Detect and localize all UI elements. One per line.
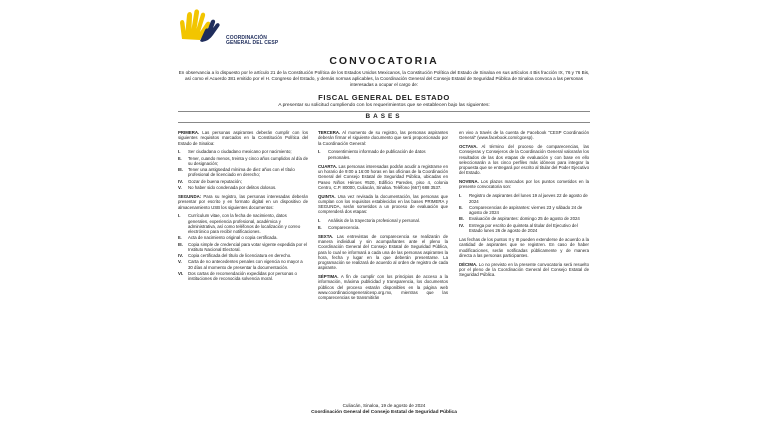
- list-item: [178, 167, 308, 178]
- place-date: Culiacán, Sinaloa, 19 de agosto de 2024: [342, 403, 426, 408]
- list-item-number: I.: [178, 213, 181, 219]
- base-septima: [318, 274, 448, 300]
- list-item-number: II.: [178, 235, 182, 241]
- list-item: [178, 235, 308, 240]
- base-text: Una vez revisada la documentación, las personas que cumplan con los requisitos establecidos en las bases PRIMERA y SEGUNDA, serán sometidos a un proceso de evaluación que comprenderá dos etapas:: [318, 193, 448, 215]
- base-label: SEGUNDA:: [178, 194, 202, 200]
- list-item-text: Acta de nacimiento original o copia certificada.: [188, 235, 278, 241]
- base-label: PRIMERA.: [178, 130, 200, 135]
- base-septima-continued: en vivo a través de la cuenta de Facebook "CESP Coordinación General" (www.facebook.com/cgcesp).: [459, 130, 589, 141]
- intro-paragraph: En observancia a lo dispuesto por le artículo 21 de la Constitución Política de los Estados Unidos Mexicanos, la Constitución Política del Estado de Sinaloa en sus artículos 4 Bis fracción IX, 76 y 76 Bis, así como el Acuerdo 381 emitido por el H. Congreso del Estado, y demás normas aplicables, la Coordinación General del Consejo Estatal de Seguridad Pública de Sinaloa convoca a las personas interesadas a ocupar el cargo de:: [178, 70, 590, 87]
- list-item: [178, 271, 308, 282]
- base-text: Las personas aspirantes deberán cumplir con los siguientes requisitos marcados en la Constitución Política del Estado de Sinaloa:: [178, 130, 308, 146]
- list-item: [178, 253, 308, 258]
- list-item-text: Evaluación de aspirantes: domingo 25 de agosto de 2024: [469, 216, 580, 222]
- list-item-number: I.: [318, 149, 321, 155]
- list-item-number: II.: [178, 155, 182, 161]
- column-3: [459, 130, 589, 281]
- base-octava: [459, 144, 589, 176]
- base-label: SEXTA.: [318, 233, 334, 239]
- column-1: [178, 130, 308, 285]
- list-item-text: Dos cartas de recomendación expedidas por personas o instituciones de reconocida solvencia moral.: [188, 270, 297, 282]
- bases-heading: BASES: [178, 111, 590, 123]
- base-label: CUARTA.: [318, 163, 338, 169]
- list-item: [178, 185, 308, 190]
- org-name-line1: COORDINACIÓN: [226, 35, 267, 41]
- org-name-line2: GENERAL DEL CESP: [226, 40, 279, 47]
- base-text: Las personas interesadas podrán acudir a registrarse en un horario de 9:00 a 16:00 horas en las oficinas de la Coordinación General del Consejo Estatal de Seguridad Pública, ubicadas en Paseo Niños Héroes #520, Edificio Paredes, piso 4, colonia Centro, C.P. 80000, Culiacán, Sinaloa. Teléfono (667) 688 3537.: [318, 163, 448, 190]
- list-item-number: III.: [178, 167, 183, 173]
- base-text: A fin de cumplir con los principios de acceso a la información, máxima publicidad y transparencia, los documentos públicos del proceso estarán disponibles en la página web www.coordinaciongeneralcesp.org.mx, mientras que las comparecencias se transmitirán: [318, 274, 448, 301]
- document-title: CONVOCATORIA: [329, 55, 439, 67]
- list-item-text: No haber sido condenada por delitos dolosos.: [188, 184, 277, 190]
- list-item: [459, 223, 589, 234]
- list-item-number: II.: [318, 224, 322, 230]
- list-item: [318, 225, 448, 230]
- column-2: [318, 130, 448, 304]
- list-item: [318, 149, 448, 160]
- base-text: Para su registro, las personas interesadas deberán presentar por escrito y en formato digital en un dispositivo de almacenamiento USB los siguientes documentos:: [178, 194, 308, 210]
- base-text: Lo no previsto en la presente convocatoria será resuelto por el pleno de la Coordinación General del Consejo Estatal de Seguridad Pública.: [459, 261, 589, 278]
- base-cuarta: [318, 164, 448, 190]
- base-label: SÉPTIMA.: [318, 274, 339, 280]
- list-item: [178, 149, 308, 154]
- list-item: [459, 193, 589, 204]
- list-item-text: Consentimiento informado de publicación de datos personales.: [328, 149, 426, 160]
- base-tercera: [318, 130, 448, 146]
- list-item-text: Análisis de la trayectoria profesional y personal.: [328, 218, 420, 224]
- list-item: [178, 242, 308, 253]
- org-name: [226, 36, 278, 47]
- base-text: Al momento de su registro, las personas aspirantes deberán firmar el siguiente documento que será proporcionado por la Coordinación General:: [318, 130, 448, 146]
- list-item: [459, 205, 589, 216]
- list-item-number: III.: [459, 216, 464, 222]
- list-item-number: II.: [459, 204, 463, 210]
- list-item-text: Comparecencia.: [328, 224, 360, 230]
- dates-note: Las fechas de los puntos II y III pueden extenderse de acuerdo a la cantidad de aspirantes que se registren. En caso de haber modificaciones, serán notificadas públicamente y de manera directa a las personas participantes.: [459, 237, 589, 258]
- list-item-number: I.: [178, 149, 181, 155]
- list-item-text: Copia certificada del título de licenciatura en derecho.: [188, 253, 292, 259]
- base-segunda: [178, 194, 308, 210]
- list-item: [459, 216, 589, 221]
- list-item-number: IV.: [459, 222, 464, 228]
- base-label: TERCERA.: [318, 130, 341, 135]
- list-item-number: IV.: [178, 253, 183, 259]
- list-item-number: V.: [178, 259, 182, 265]
- list-item-number: VI.: [178, 270, 184, 276]
- base-text: Las entrevistas de comparecencia se realizarán de manera individual y sin acompañantes ante el pleno la Coordinación General del Consejo Estatal de Seguridad Pública, para lo cual se informará a cada una de las personas aspirantes la hora, fecha y lugar en la que deberán presentarse. La programación se realizará de acuerdo al orden de registro de cada aspirante.: [318, 233, 448, 271]
- list-item-text: Comparecencias de aspirantes: viernes 23 y sábado 24 de agosto de 2024: [469, 204, 583, 216]
- list-item-number: III.: [178, 241, 183, 247]
- list-item: [178, 156, 308, 167]
- base-label: NOVENA.: [459, 179, 479, 185]
- list-item: [318, 218, 448, 223]
- subtitle: A presentar su solicitud cumpliendo con los requerimientos que se establecen bajo las siguientes:: [278, 103, 490, 108]
- list-item-text: Tener una antigüedad mínima de diez años con el título profesional de licenciado en derecho;: [188, 167, 295, 178]
- list-item-number: IV.: [178, 178, 183, 184]
- position-title: FISCAL GENERAL DEL ESTADO: [318, 93, 450, 102]
- list-item-number: V.: [178, 184, 182, 190]
- base-novena: [459, 179, 589, 190]
- footer-org: Coordinación General del Consejo Estatal de Seguridad Pública: [311, 410, 457, 415]
- list-item: [178, 179, 308, 184]
- base-text: Los plazos marcados por los puntos cometidos en la presente convocatoria son:: [459, 179, 589, 190]
- base-label: DÉCIMA.: [459, 261, 478, 267]
- base-text: Al término del proceso de comparecencias, las Consejeras y Consejeros de la Coordinación General valorarán los resultados de las dos etapas de evaluación y con base en ello seleccionarán a los cinco perfiles más idóneos para integrar la propuesta que se entregará por escrito al titular del Poder Ejecutivo del Estado.: [459, 144, 589, 176]
- evaluation-stages-list: [318, 218, 448, 230]
- dates-list: [459, 193, 589, 233]
- base-label: OCTAVA.: [459, 144, 478, 150]
- list-item-number: I.: [318, 218, 321, 224]
- base-primera: [178, 130, 308, 146]
- cesp-logo: [178, 9, 288, 45]
- list-item-number: I.: [459, 193, 462, 199]
- list-item: [178, 213, 308, 234]
- hands-logo-icon: [178, 9, 224, 43]
- list-item-text: Tener, cuando menos, treinta y cinco años cumplidos al día de su designación;: [188, 155, 309, 166]
- list-item-text: Gozar de buena reputación;: [188, 178, 242, 184]
- base-sexta: [318, 234, 448, 271]
- list-item-text: Registro de aspirantes del lunes 19 al jueves 22 de agosto de 2024: [469, 193, 588, 204]
- list-item-text: Copia simple de credencial para votar vigente expedida por el Instituto Nacional Electoral.: [188, 241, 308, 252]
- list-item-text: Currículum vitae, con la fecha de nacimiento, datos generales, experiencia profesional, académica y administrativa, así como teléfonos de localización y correo electrónico para recibir notificaciones.: [188, 213, 301, 235]
- base-decima: [459, 262, 589, 278]
- list-item-text: Ser ciudadana o ciudadano mexicano por nacimiento;: [188, 149, 292, 155]
- list-item-text: Entrega por escrito de quinteta al titular del Ejecutivo del Estado lunes 26 de agosto de 2024: [469, 222, 578, 233]
- base-quinta: [318, 194, 448, 215]
- documents-list: [178, 213, 308, 281]
- consent-list: [318, 149, 448, 160]
- requirements-list: [178, 149, 308, 190]
- base-label: QUINTA.: [318, 193, 336, 199]
- list-item: [178, 259, 308, 270]
- list-item-text: Carta de no antecedentes penales con vigencia no mayor a 30 días al momento de presentar la documentación.: [188, 259, 303, 270]
